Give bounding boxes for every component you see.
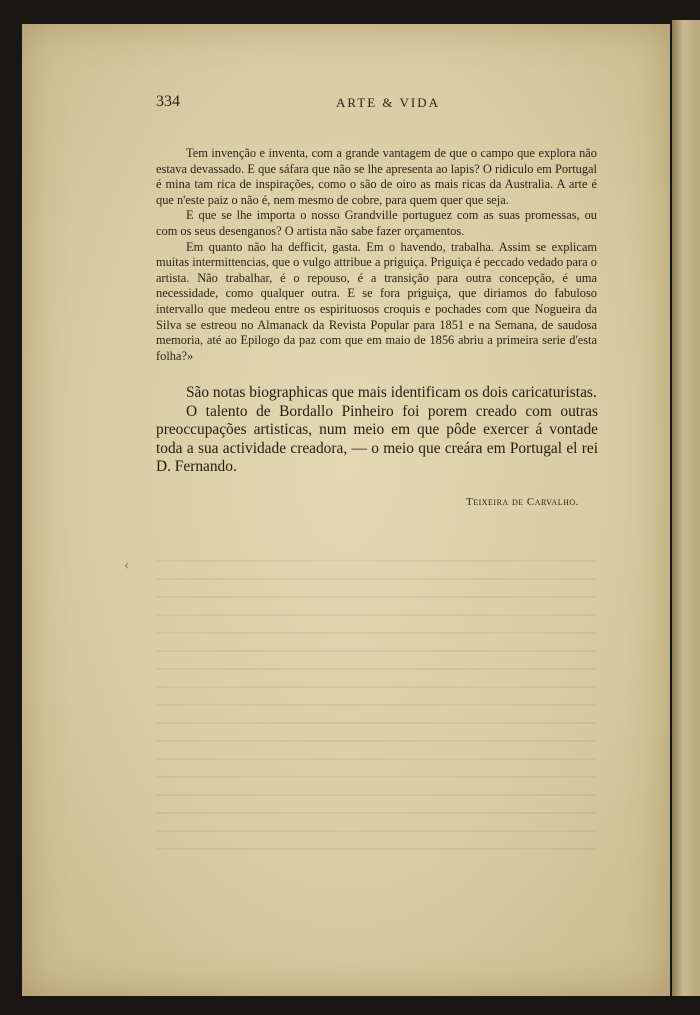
quote-paragraph-1: Tem invenção e inventa, com a grande vantagem de que o campo que explora não estava devassado. E que sáfara que não se lhe apresenta ao lapis? O ridiculo em Portugal é mina tam rica de inspirações, como o são de oiro as mais ricas da Australia. A arte é que n'este paiz o não é, nem mesmo de cobre, para quem quer que seja. — [156, 146, 597, 207]
page-number: 334 — [156, 93, 180, 110]
body-paragraph-1: São notas biographicas que mais identificam os dois caricaturistas. — [186, 384, 597, 401]
body-paragraph-2: O talento de Bordallo Pinheiro foi porem creado com outras preoccupações artisticas, num meio em que pôde exercer á vontade toda a sua actividade creadora, — o meio que creára em Portugal el rei D. Fernando. — [156, 402, 598, 475]
running-head: ARTE & VIDA — [336, 95, 441, 110]
quote-paragraph-3: Em quanto não ha defficit, gasta. Em o havendo, trabalha. Assim se explicam muitas intermittencias, que o vulgo attribue a priguiça. Priguiça é peccado vedado para o artista. Não trabalhar, é o repouso, é a transição para outra concepção, é uma necessidade, como qualquer outra. E se fora priguiça, que diriamos do fabuloso intervallo que medeou entre os espirituosos croquis e pochades com que Nogueira da Silva se estreou no Almanack da Revista Popular para 1851 e na Semana, de saudosa memoria, até ao Epilogo da paz com que em maio de 1856 abriu a primeira serie d'esta folha?» — [156, 239, 597, 363]
show-through-text — [156, 560, 596, 860]
quote-paragraph-2: E que se lhe importa o nosso Grandville portuguez com as suas promessas, ou com os seus desenganos? O artista não sabe fazer orçamentos. — [156, 208, 597, 238]
quoted-passage — [156, 146, 597, 364]
margin-mark: ‹ — [124, 556, 130, 573]
author-signature: Teixeira de Carvalho. — [466, 496, 579, 508]
main-text — [156, 384, 598, 477]
page-header — [156, 93, 596, 113]
facing-page-edge — [672, 20, 700, 996]
